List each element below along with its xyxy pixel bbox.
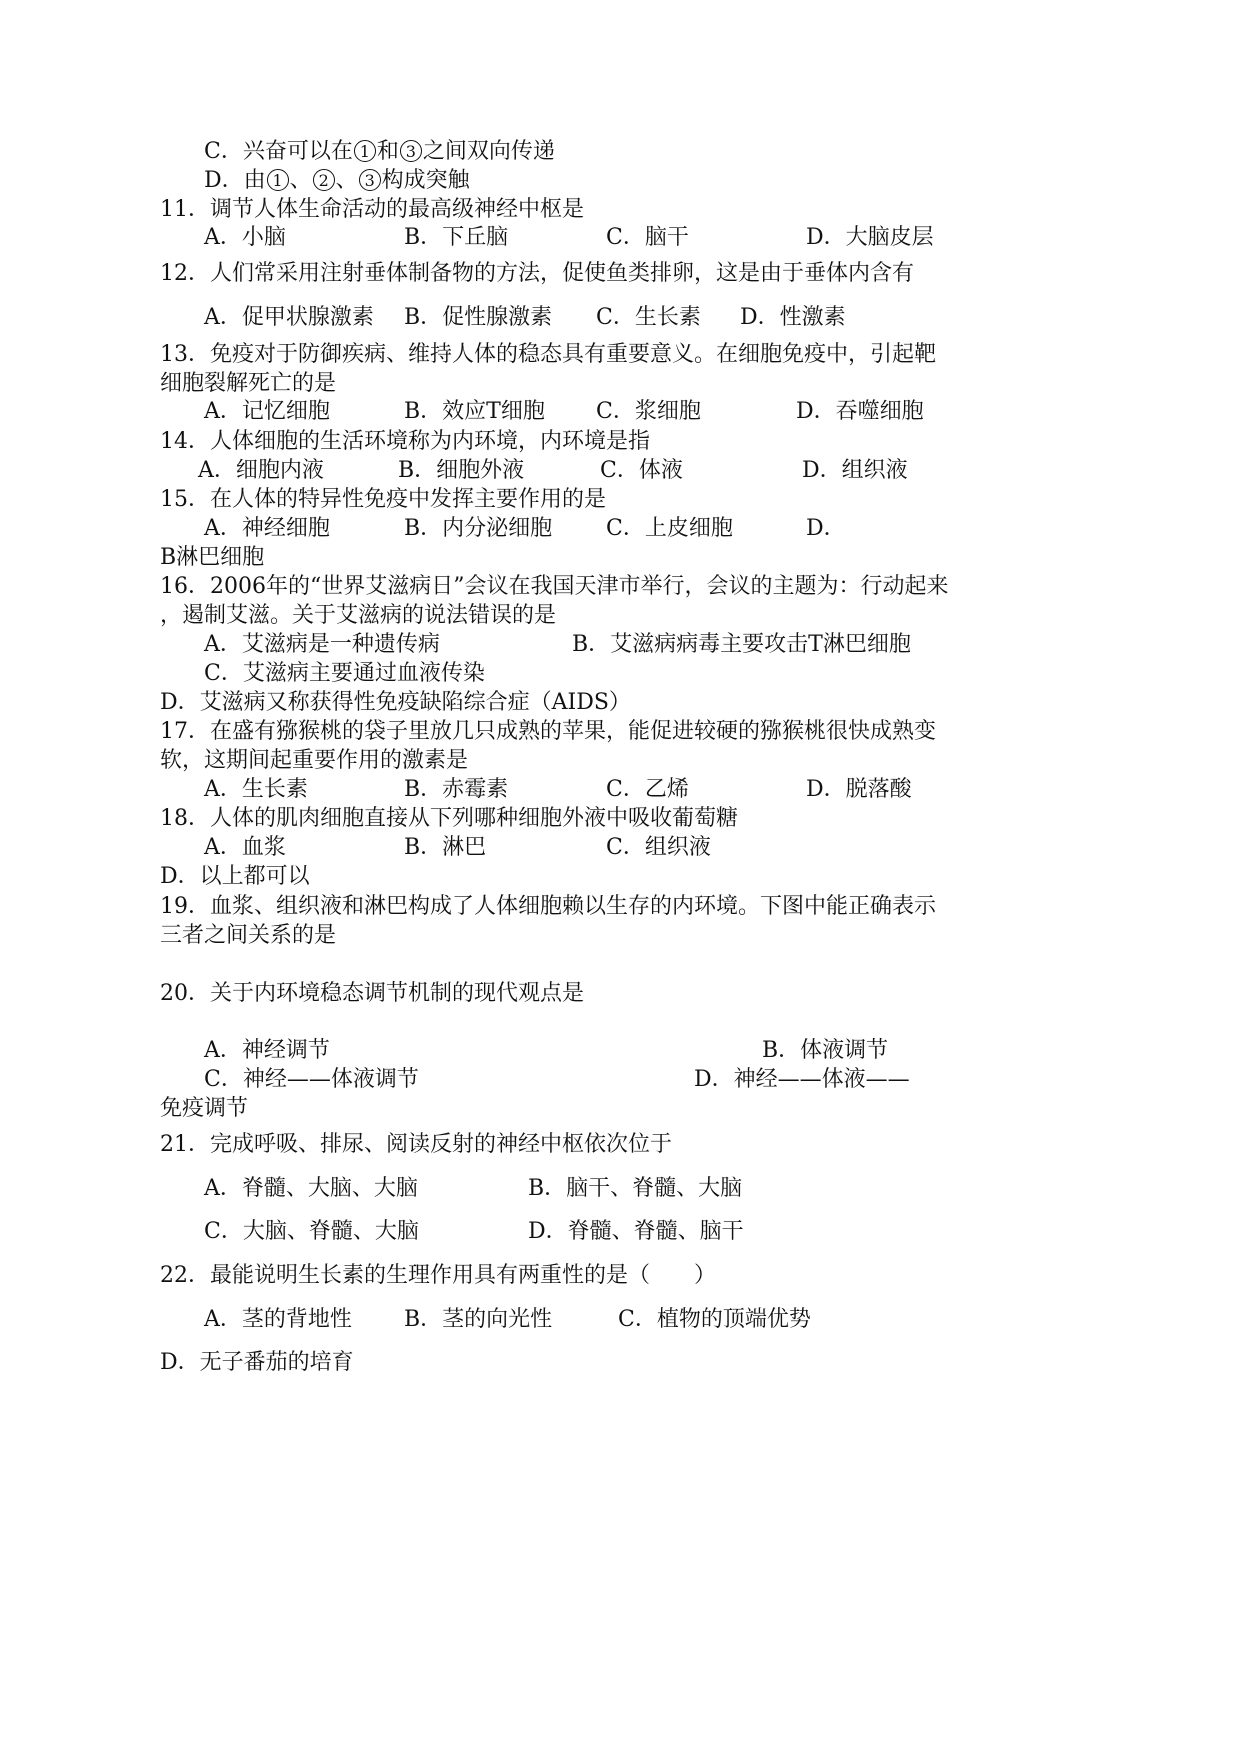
q22-option-c: C．植物的顶端优势 [618,1307,811,1332]
q18-option-b: B．淋巴 [404,835,487,860]
separator: 、 [289,168,312,193]
q22-stem: 22．最能说明生长素的生理作用具有两重性的是（ ） [160,1263,716,1288]
circled-number-2: 2 [313,169,335,191]
q14-option-c: C．体液 [600,458,683,483]
q14-option-d: D．组织液 [802,458,908,483]
circled-number-1: 1 [354,140,376,162]
q14-stem: 14．人体细胞的生活环境称为内环境，内环境是指 [160,429,650,454]
circled-number-3: 3 [400,140,422,162]
q18-stem: 18．人体的肌肉细胞直接从下列哪种细胞外液中吸收葡萄糖 [160,806,738,831]
q19-stem-line1: 19．血浆、组织液和淋巴构成了人体细胞赖以生存的内环境。下图中能正确表示 [160,894,936,919]
q20-option-a: A．神经调节 [204,1038,330,1063]
q15-option-a: A．神经细胞 [204,516,330,541]
q15-option-d-label: D． [806,516,846,541]
q15-option-c: C．上皮细胞 [606,516,733,541]
q14-option-b: B．细胞外液 [398,458,525,483]
q22-option-b: B．茎的向光性 [404,1307,553,1332]
q13-option-c: C．浆细胞 [596,399,701,424]
q13-stem-line2: 细胞裂解死亡的是 [160,371,337,396]
q16-option-c: C．艾滋病主要通过血液传染 [204,661,485,686]
q10-option-c [204,138,555,166]
q17-stem-line1: 17．在盛有猕猴桃的袋子里放几只成熟的苹果，能促进较硬的猕猴桃很快成熟变 [160,719,936,744]
q21-stem: 21．完成呼吸、排尿、阅读反射的神经中枢依次位于 [160,1132,672,1157]
q17-option-b: B．赤霉素 [404,777,509,802]
q10-option-c-text: 之间双向传递 [422,139,555,164]
q20-stem: 20．关于内环境稳态调节机制的现代观点是 [160,981,584,1006]
q17-option-d: D．脱落酸 [806,777,912,802]
q12-option-b: B．促性腺激素 [404,305,553,330]
q20-option-d-text: 免疫调节 [160,1096,249,1121]
q18-option-c: C．组织液 [606,835,711,860]
q13-option-a: A．记忆细胞 [204,399,330,424]
q11-option-b: B．下丘脑 [404,225,509,250]
q15-stem: 15．在人体的特异性免疫中发挥主要作用的是 [160,487,606,512]
q21-option-c: C．大脑、脊髓、大脑 [204,1219,419,1244]
q11-option-a: A．小脑 [204,225,286,250]
q20-option-b: B．体液调节 [762,1038,889,1063]
q22-option-a: A．茎的背地性 [204,1307,352,1332]
q16-option-d: D．艾滋病又称获得性免疫缺陷综合症（AIDS） [160,690,631,715]
q21-option-a: A．脊髓、大脑、大脑 [204,1176,418,1201]
q16-option-a: A．艾滋病是一种遗传病 [204,632,440,657]
q12-option-c: C．生长素 [596,305,701,330]
q11-stem: 11．调节人体生命活动的最高级神经中枢是 [160,197,584,222]
q15-option-d-text: B淋巴细胞 [160,545,265,570]
q18-option-a: A．血浆 [204,835,286,860]
q16-option-b: B．艾滋病病毒主要攻击T淋巴细胞 [572,632,911,657]
circled-number-3: 3 [359,169,381,191]
q11-option-c: C．脑干 [606,225,689,250]
separator: 、 [335,168,358,193]
q20-option-d-label: D．神经——体液—— [694,1067,910,1092]
q14-option-a: A．细胞内液 [198,458,324,483]
q10-option-c-text: C．兴奋可以在 [204,139,353,164]
q10-option-d-text: D．由 [204,168,266,193]
q17-option-a: A．生长素 [204,777,308,802]
q10-option-c-text: 和 [376,139,399,164]
q16-stem-line1: 16．2006年的“世界艾滋病日”会议在我国天津市举行，会议的主题为：行动起来 [160,574,949,599]
q13-stem-line1: 13．免疫对于防御疾病、维持人体的稳态具有重要意义。在细胞免疫中，引起靶 [160,342,936,367]
q10-option-d-text: 构成突触 [381,168,470,193]
q12-option-d: D．性激素 [740,305,846,330]
q10-option-d [204,167,470,195]
q17-option-c: C．乙烯 [606,777,689,802]
q19-stem-line2: 三者之间关系的是 [160,923,337,948]
q12-option-a: A．促甲状腺激素 [204,305,374,330]
q18-option-d: D．以上都可以 [160,864,310,889]
q22-option-d: D．无子番茄的培育 [160,1350,354,1375]
q21-option-d: D．脊髓、脊髓、脑干 [528,1219,744,1244]
q12-stem: 12．人们常采用注射垂体制备物的方法，促使鱼类排卵，这是由于垂体内含有 [160,261,914,286]
q13-option-d: D．吞噬细胞 [796,399,924,424]
q15-option-b: B．内分泌细胞 [404,516,553,541]
q21-option-b: B．脑干、脊髓、大脑 [528,1176,743,1201]
q20-option-c: C．神经——体液调节 [204,1067,419,1092]
q16-stem-line2: ，遏制艾滋。关于艾滋病的说法错误的是 [160,603,557,628]
circled-number-1: 1 [267,169,289,191]
q17-stem-line2: 软，这期间起重要作用的激素是 [160,748,469,773]
q13-option-b: B．效应T细胞 [404,399,545,424]
q11-option-d: D．大脑皮层 [806,225,934,250]
